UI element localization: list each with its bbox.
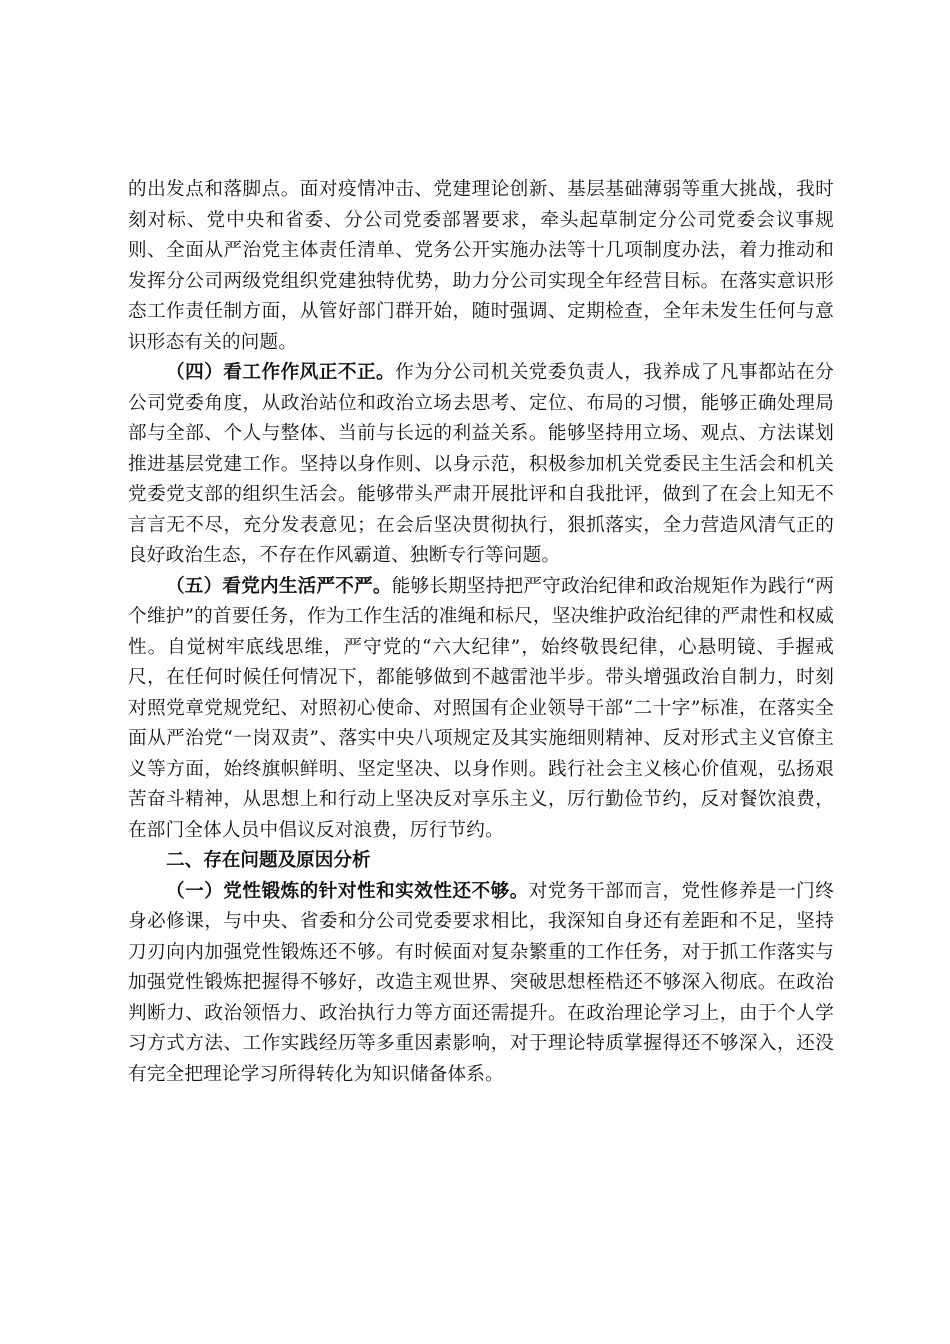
paragraph-text: 对党务干部而言，党性修养是一门终身必修课，与中央、省委和分公司党委要求相比，我深知自身还有差距和不足，坚持刀刃向内加强党性锻炼还不够。有时候面对复杂繁重的工作任务，对于抓工作落实与加强党性锻炼把握得不够好，改造主观世界、突破思想桎梏还不够深入彻底。在政治判断力、政治领悟力、政治执行力等方面还需提升。在政治理论学习上，由于个人学习方式方法、工作实践经历等多重因素影响，对于理论特质掌握得还不够深入，还没有完全把理论学习所得转化为知识储备体系。 (128, 880, 834, 1085)
paragraph-party-training (128, 877, 834, 1091)
paragraph-lead: （四）看工作作风正不正。 (166, 362, 396, 383)
paragraph-text: 作为分公司机关党委负责人，我养成了凡事都站在分公司党委角度，从政治站位和政治立场去思考、定位、布局的习惯，能够正确处理局部与全部、个人与整体、当前与长远的利益关系。能够坚持用立场、观点、方法谋划推进基层党建工作。坚持以身作则、以身示范，积极参加机关党委民主生活会和机关党委党支部的组织生活会。能够带头严肃开展批评和自我批评，做到了在会上知无不言言无不尽，充分发表意见；在会后坚决贯彻执行，狠抓落实，全力营造风清气正的良好政治生态，不存在作风霸道、独断专行等问题。 (128, 362, 835, 566)
paragraph-work-style (128, 358, 834, 572)
paragraph-party-life (128, 572, 834, 847)
paragraph-lead: （五）看党内生活严不严。 (166, 575, 392, 597)
document-page (128, 175, 834, 1090)
paragraph-text: 能够长期坚持把严守政治纪律和政治规矩作为践行“两个维护”的首要任务，作为工作生活的准绳和标尺，坚决维护政治纪律的严肃性和权威性。自觉树牢底线思维，严守党的“六大纪律”，始终敬畏纪律，心悬明镜、手握戒尺，在任何时候任何情况下，都能够做到不越雷池半步。带头增强政治自制力，时刻对照党章党规党纪、对照初心使命、对照国有企业领导干部“二十字”标准，在落实全面从严治党“一岗双责”、落实中央八项规定及其实施细则精神、反对形式主义官僚主义等方面，始终旗帜鲜明、坚定坚决、以身作则。践行社会主义核心价值观，弘扬艰苦奋斗精神，从思想上和行动上坚决反对享乐主义，厉行勤俭节约，反对餐饮浪费，在部门全体人员中倡议反对浪费，厉行节约。 (128, 575, 834, 841)
section-heading: 二、存在问题及原因分析 (166, 850, 371, 871)
paragraph-text: 的出发点和落脚点。面对疫情冲击、党建理论创新、基层基础薄弱等重大挑战，我时刻对标、党中央和省委、分公司党委部署要求，牵头起草制定分公司党委会议事规则、全面从严治党主体责任清单、党务公开实施办法等十几项制度办法，着力推动和发挥分公司两级党组织党建独特优势，助力分公司实现全年经营目标。在落实意识形态工作责任制方面，从管好部门群开始，随时强调、定期检查，全年未发生任何与意识形态有关的问题。 (128, 179, 834, 353)
paragraph-continuation (128, 175, 834, 358)
paragraph-lead: （一）党性锻炼的针对性和实效性还不够。 (166, 880, 529, 902)
